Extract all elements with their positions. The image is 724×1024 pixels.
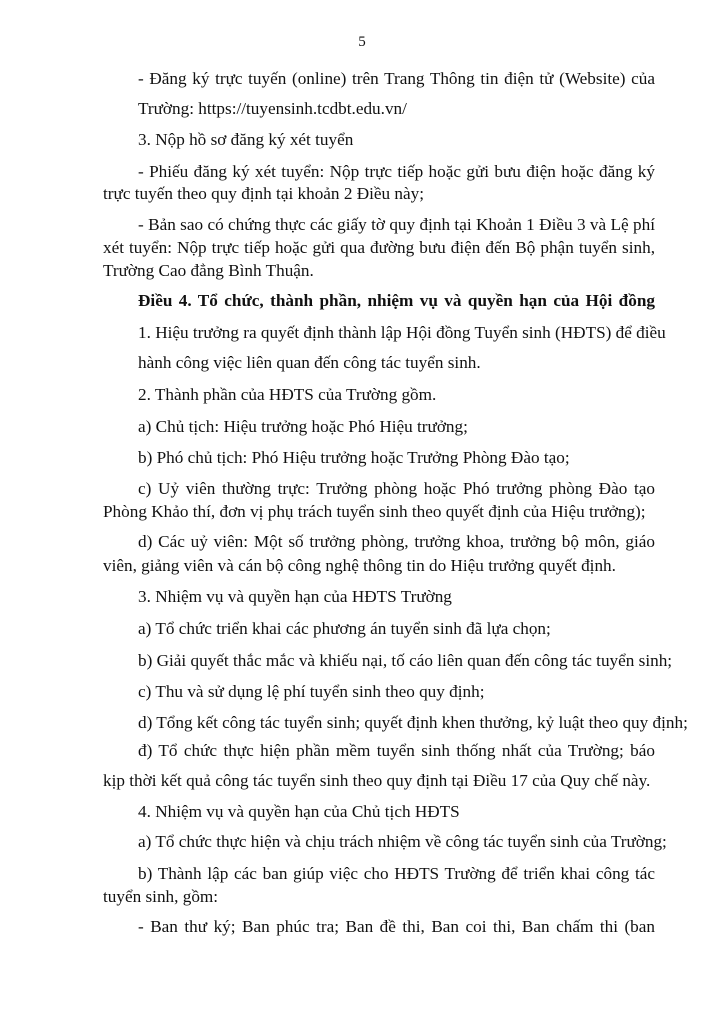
paragraph-line: Trường: https://tuyensinh.tcdbt.edu.vn/ — [138, 99, 407, 118]
paragraph-line: 3. Nhiệm vụ và quyền hạn của HĐTS Trường — [138, 587, 452, 606]
paragraph-line: a) Tổ chức thực hiện và chịu trách nhiệm về công tác tuyển sinh của Trường; — [138, 832, 667, 851]
paragraph-line: đ) Tổ chức thực hiện phần mềm tuyển sinh thống nhất của Trường; báo — [138, 741, 655, 760]
paragraph-line: 1. Hiệu trưởng ra quyết định thành lập Hội đồng Tuyển sinh (HĐTS) để điều — [138, 323, 666, 342]
paragraph-line: tuyển sinh, gồm: — [103, 887, 219, 906]
paragraph-line: xét tuyển: Nộp trực tiếp hoặc gửi qua đường bưu điện đến Bộ phận tuyển sinh, — [103, 238, 655, 257]
paragraph-line: viên, giảng viên và cán bộ công nghệ thông tin do Hiệu trưởng quyết định. — [103, 556, 616, 575]
paragraph-line: d) Tổng kết công tác tuyển sinh; quyết định khen thưởng, kỷ luật theo quy định; — [138, 713, 688, 732]
paragraph-line: Phòng Khảo thí, đơn vị phụ trách tuyển sinh theo quyết định của Hiệu trưởng); — [103, 502, 646, 521]
page-number: 5 — [358, 34, 366, 50]
paragraph-line: a) Chủ tịch: Hiệu trưởng hoặc Phó Hiệu trưởng; — [138, 417, 468, 436]
paragraph-line: - Bản sao có chứng thực các giấy tờ quy định tại Khoản 1 Điều 3 và Lệ phí — [138, 215, 655, 234]
paragraph-line: kịp thời kết quả công tác tuyển sinh theo quy định tại Điều 17 của Quy chế này. — [103, 771, 651, 790]
paragraph-line: 3. Nộp hồ sơ đăng ký xét tuyển — [138, 130, 354, 149]
article-heading: Điều 4. Tổ chức, thành phần, nhiệm vụ và quyền hạn của Hội đồng — [138, 291, 655, 310]
paragraph-line: b) Thành lập các ban giúp việc cho HĐTS Trường để triển khai công tác — [138, 864, 655, 883]
paragraph-line: d) Các uỷ viên: Một số trưởng phòng, trưởng khoa, trưởng bộ môn, giáo — [138, 532, 655, 551]
paragraph-line: b) Phó chủ tịch: Phó Hiệu trưởng hoặc Trưởng Phòng Đào tạo; — [138, 448, 570, 467]
paragraph-line: b) Giải quyết thắc mắc và khiếu nại, tố cáo liên quan đến công tác tuyển sinh; — [138, 651, 673, 670]
paragraph-line: - Đăng ký trực tuyến (online) trên Trang Thông tin điện tử (Website) của — [138, 69, 655, 88]
paragraph-line: c) Uỷ viên thường trực: Trưởng phòng hoặc Phó trưởng phòng Đào tạo — [138, 479, 655, 498]
paragraph-line: - Phiếu đăng ký xét tuyển: Nộp trực tiếp hoặc gửi bưu điện hoặc đăng ký — [138, 162, 655, 181]
paragraph-line: Trường Cao đẳng Bình Thuận. — [103, 261, 314, 280]
paragraph-line: 2. Thành phần của HĐTS của Trường gồm. — [138, 385, 437, 404]
paragraph-line: trực tuyến theo quy định tại khoản 2 Điều này; — [103, 184, 425, 203]
paragraph-line: - Ban thư ký; Ban phúc tra; Ban đề thi, Ban coi thi, Ban chấm thi (ban — [138, 917, 655, 936]
paragraph-line: a) Tổ chức triển khai các phương án tuyển sinh đã lựa chọn; — [138, 619, 551, 638]
paragraph-line: 4. Nhiệm vụ và quyền hạn của Chủ tịch HĐTS — [138, 802, 460, 821]
paragraph-line: hành công việc liên quan đến công tác tuyển sinh. — [138, 353, 481, 372]
paragraph-line: c) Thu và sử dụng lệ phí tuyển sinh theo quy định; — [138, 682, 485, 701]
